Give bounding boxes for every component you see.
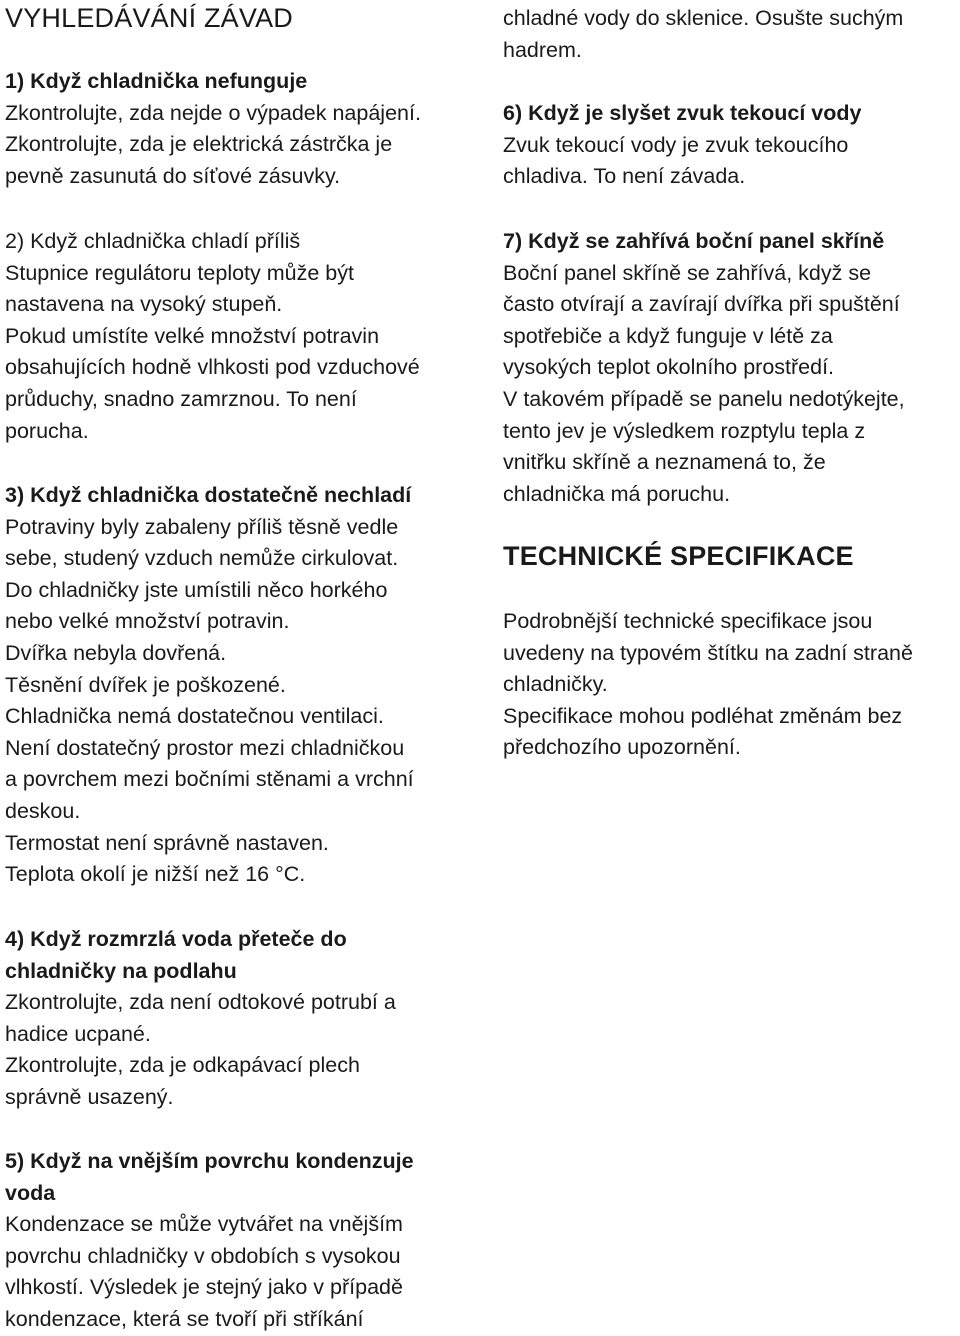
section-3-line: Dvířka nebyla dovřená. [5, 640, 227, 665]
section-3-line: a povrchem mezi bočními stěnami a vrchní [5, 767, 414, 792]
section-2 [5, 226, 420, 447]
section-5-heading: 5) Když na vnějším povrchu kondenzuje [5, 1149, 414, 1173]
section-4-heading: chladničky na podlahu [5, 958, 237, 983]
section-4-heading: 4) Když rozmrzlá voda přeteče do [5, 927, 347, 951]
section-7-line: často otvírají a zavírají dvířka při spuštění [503, 292, 900, 317]
section-3-line: sebe, studený vzduch nemůže cirkulovat. [5, 546, 399, 571]
section-7-line: spotřebiče a když funguje v létě za [503, 323, 833, 348]
section-4-line: hadice ucpané. [5, 1021, 151, 1046]
section-7-line: V takovém případě se panelu nedotýkejte, [503, 386, 905, 411]
section-6-line: chladiva. To není závada. [503, 164, 746, 189]
section-3-line: Není dostatečný prostor mezi chladničkou [5, 735, 405, 760]
section-7-line: vysokých teplot okolního prostředí. [503, 355, 835, 380]
section-2-line: porucha. [5, 418, 89, 443]
section-5-line: hadrem. [503, 37, 582, 62]
section-1-line: Zkontrolujte, zda nejde o výpadek napájení. [5, 100, 421, 125]
section-5-line: kondenzace, která se tvoří při stříkání [5, 1306, 364, 1331]
section-4-line: Zkontrolujte, zda není odtokové potrubí a [5, 990, 396, 1015]
section-7-heading: 7) Když se zahřívá boční panel skříně [503, 229, 885, 253]
section-4-line: správně usazený. [5, 1084, 174, 1109]
section-3-line: Teplota okolí je nižší než 16 °C. [5, 862, 306, 887]
section-3 [5, 480, 414, 891]
section-5-heading: voda [5, 1180, 56, 1205]
section-2-line: Stupnice regulátoru teploty může být [5, 260, 354, 285]
section-6-line: Zvuk tekoucí vody je zvuk tekoucího [503, 132, 849, 157]
section-3-line: Chladnička nemá dostatečnou ventilaci. [5, 704, 384, 729]
section-2-line: průduchy, snadno zamrznou. To není [5, 386, 357, 411]
section-7 [503, 226, 905, 510]
section-4 [5, 924, 396, 1114]
section-5-line: Kondenzace se může vytvářet na vnějším [5, 1212, 403, 1237]
page-title: VYHLEDÁVÁNÍ ZÁVAD [5, 3, 293, 33]
section-5-line: povrchu chladničky v obdobích s vysokou [5, 1243, 401, 1268]
tech-specs-line: uvedeny na typovém štítku na zadní straně [503, 640, 913, 665]
section-1-line: Zkontrolujte, zda je elektrická zástrčka je [5, 132, 393, 157]
section-5-line: vlhkostí. Výsledek je stejný jako v případě [5, 1275, 403, 1300]
section-7-line: Boční panel skříně se zahřívá, když se [503, 260, 872, 285]
section-5-line: chladné vody do sklenice. Osušte suchým [503, 6, 904, 30]
section-2-heading: 2) Když chladnička chladí příliš [5, 229, 301, 253]
section-3-heading: 3) Když chladnička dostatečně nechladí [5, 483, 412, 507]
section-7-line: tento jev je výsledkem rozptylu tepla z [503, 418, 866, 443]
section-5-continued [503, 3, 903, 66]
section-3-line: Potraviny byly zabaleny příliš těsně vedle [5, 514, 399, 539]
section-2-line: obsahujících hodně vlhkosti pod vzduchové [5, 355, 420, 380]
section-1 [5, 66, 421, 192]
section-1-line: pevně zasunutá do síťové zásuvky. [5, 163, 341, 188]
tech-specs-title: TECHNICKÉ SPECIFIKACE [503, 541, 854, 571]
section-7-line: chladnička má poruchu. [503, 481, 731, 506]
section-3-line: Termostat není správně nastaven. [5, 830, 329, 855]
section-7-line: vnitřku skříně a neznamená to, že [503, 450, 826, 475]
tech-specs-section [503, 606, 913, 764]
section-6-heading: 6) Když je slyšet zvuk tekoucí vody [503, 101, 862, 125]
tech-specs-line: předchozího upozornění. [503, 735, 741, 760]
section-4-line: Zkontrolujte, zda je odkapávací plech [5, 1053, 360, 1078]
section-3-line: Do chladničky jste umístili něco horkého [5, 577, 388, 602]
section-1-heading: 1) Když chladnička nefunguje [5, 69, 308, 93]
tech-specs-line: chladničky. [503, 672, 608, 697]
section-3-line: deskou. [5, 798, 81, 823]
section-5 [5, 1146, 414, 1336]
tech-specs-line: Specifikace mohou podléhat změnám bez [503, 703, 903, 728]
section-6 [503, 98, 861, 193]
tech-specs-line: Podrobnější technické specifikace jsou [503, 609, 873, 633]
section-2-line: Pokud umístíte velké množství potravin [5, 323, 380, 348]
section-3-line: nebo velké množství potravin. [5, 609, 290, 634]
section-2-line: nastavena na vysoký stupeň. [5, 292, 283, 317]
section-3-line: Těsnění dvířek je poškozené. [5, 672, 286, 697]
